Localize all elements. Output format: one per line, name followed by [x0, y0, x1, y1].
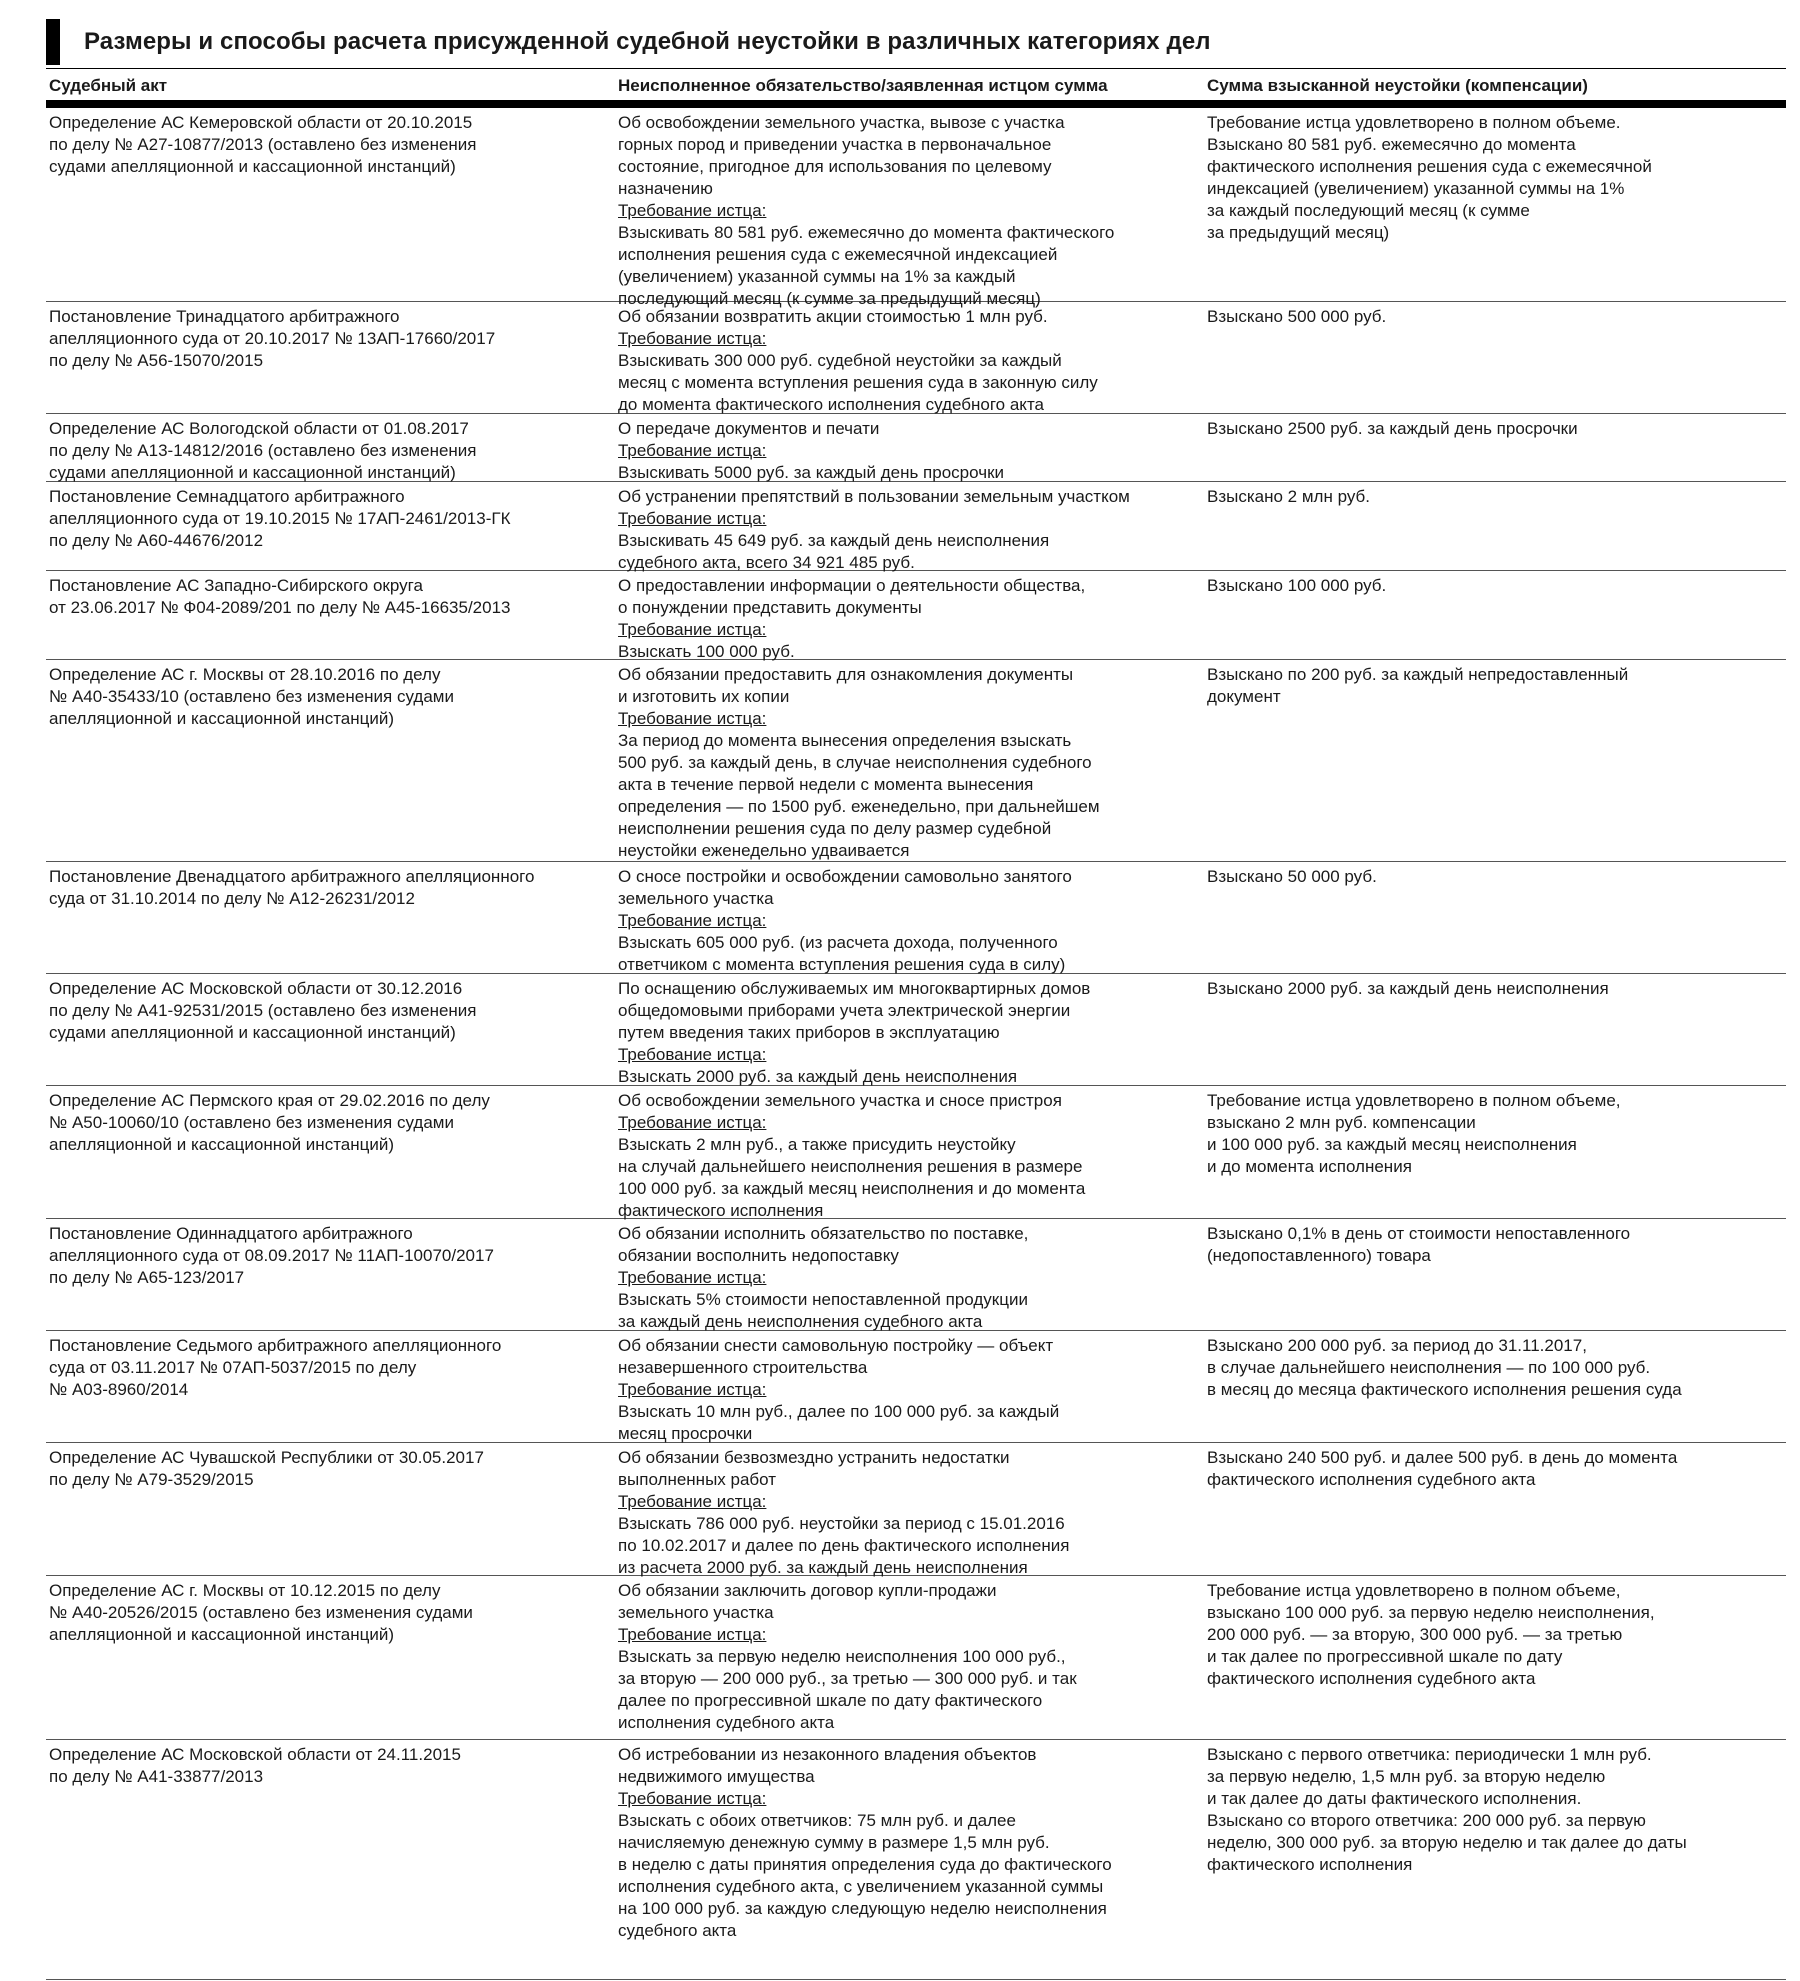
claim-line: 100 000 руб. за каждый месяц неисполнения и до момента — [618, 1179, 1086, 1198]
court-act-line: Постановление Тринадцатого арбитражного — [49, 307, 400, 326]
obligation-line: Об истребовании из незаконного владения объектов — [618, 1745, 1037, 1764]
claim-line: неустойки еженедельно удваивается — [618, 841, 910, 860]
court-act-line: по делу № А65-123/2017 — [49, 1268, 245, 1287]
result-line: Взыскано 2 млн руб. — [1207, 487, 1370, 506]
result-line: и так далее до даты фактического исполнения. — [1207, 1789, 1582, 1808]
claim-line: до момента фактического исполнения судебного акта — [618, 395, 1044, 414]
claim-line: в неделю с даты принятия определения суда до фактического — [618, 1855, 1112, 1874]
claim-line: Взыскать 605 000 руб. (из расчета дохода, полученного — [618, 933, 1058, 952]
claim-line: Взыскать 10 млн руб., далее по 100 000 руб. за каждый — [618, 1402, 1060, 1421]
cell-result — [1204, 482, 1786, 570]
result-line: Взыскано 2500 руб. за каждый день просрочки — [1207, 419, 1578, 438]
obligation-line: Об обязании предоставить для ознакомления документы — [618, 665, 1074, 684]
cell-court-act — [46, 660, 615, 861]
result-line: фактического исполнения — [1207, 1855, 1413, 1874]
cell-result — [1204, 571, 1786, 659]
obligation-line: О сносе постройки и освобождении самовольно занятого — [618, 867, 1072, 886]
obligation-line: Об обязании заключить договор купли-продажи — [618, 1581, 997, 1600]
claim-line: месяц просрочки — [618, 1424, 753, 1443]
table-body — [46, 108, 1786, 1980]
claim-line: определения — по 1500 руб. еженедельно, при дальнейшем — [618, 797, 1100, 816]
court-act-line: по делу № А79-3529/2015 — [49, 1470, 254, 1489]
court-act-line: № А50-10060/10 (оставлено без изменения судами — [49, 1113, 454, 1132]
claim-label: Требование истца: — [618, 911, 767, 930]
obligation-line: недвижимого имущества — [618, 1767, 815, 1786]
result-line: Взыскано 500 000 руб. — [1207, 307, 1387, 326]
cell-result — [1204, 302, 1786, 413]
claim-line: Взыскивать 45 649 руб. за каждый день неисполнения — [618, 531, 1050, 550]
title-bar — [46, 19, 1786, 69]
court-act-line: № А40-35433/10 (оставлено без изменения судами — [49, 687, 454, 706]
court-act-line: № А40-20526/2015 (оставлено без изменения судами — [49, 1603, 473, 1622]
cell-court-act — [46, 862, 615, 973]
result-line: Взыскано 240 500 руб. и далее 500 руб. в день до момента — [1207, 1448, 1678, 1467]
court-act-line: Постановление Седьмого арбитражного апелляционного — [49, 1336, 502, 1355]
cell-court-act — [46, 1331, 615, 1442]
cell-court-act — [46, 571, 615, 659]
claim-line: Взыскать с обоих ответчиков: 75 млн руб. и далее — [618, 1811, 1016, 1830]
obligation-line: земельного участка — [618, 889, 774, 908]
cell-obligation — [615, 302, 1204, 413]
cell-obligation — [615, 1086, 1204, 1218]
court-act-line: Определение АС Чувашской Республики от 30.05.2017 — [49, 1448, 484, 1467]
cell-result — [1204, 1086, 1786, 1218]
obligation-line: и изготовить их копии — [618, 687, 790, 706]
obligation-line: О передаче документов и печати — [618, 419, 880, 438]
result-line: Взыскано с первого ответчика: периодически 1 млн руб. — [1207, 1745, 1652, 1764]
claim-line: Взыскивать 300 000 руб. судебной неустойки за каждый — [618, 351, 1062, 370]
claim-label: Требование истца: — [618, 1045, 767, 1064]
obligation-line: Об обязании снести самовольную постройку — объект — [618, 1336, 1054, 1355]
result-line: Взыскано 50 000 руб. — [1207, 867, 1377, 886]
cell-court-act — [46, 414, 615, 481]
cell-obligation — [615, 974, 1204, 1085]
result-line: Требование истца удовлетворено в полном объеме. — [1207, 113, 1621, 132]
result-line: Взыскано 0,1% в день от стоимости непоставленного — [1207, 1224, 1631, 1243]
obligation-line: обязании восполнить недопоставку — [618, 1246, 899, 1265]
obligation-line: Об освобождении земельного участка и сносе пристроя — [618, 1091, 1062, 1110]
result-line: 200 000 руб. — за вторую, 300 000 руб. — за третью — [1207, 1625, 1623, 1644]
claim-label: Требование истца: — [618, 1789, 767, 1808]
cell-court-act — [46, 108, 615, 301]
cell-court-act — [46, 1219, 615, 1330]
result-line: и 100 000 руб. за каждый месяц неисполнения — [1207, 1135, 1577, 1154]
cell-obligation — [615, 660, 1204, 861]
claim-label: Требование истца: — [618, 620, 767, 639]
claim-line: судебного акта, всего 34 921 485 руб. — [618, 553, 915, 572]
obligation-line: Об устранении препятствий в пользовании земельным участком — [618, 487, 1130, 506]
court-act-line: Определение АС Вологодской области от 01.08.2017 — [49, 419, 469, 438]
result-line: Взыскано 200 000 руб. за период до 31.11.2017, — [1207, 1336, 1587, 1355]
claim-line: исполнения решения суда с ежемесячной индексацией — [618, 245, 1058, 264]
claim-line: Взыскивать 5000 руб. за каждый день просрочки — [618, 463, 1005, 482]
obligation-line: общедомовыми приборами учета электрической энергии — [618, 1001, 1071, 1020]
court-act-line: Постановление АС Западно-Сибирского округа — [49, 576, 423, 595]
claim-line: акта в течение первой недели с момента вынесения — [618, 775, 1034, 794]
claim-label: Требование истца: — [618, 1113, 767, 1132]
obligation-line: назначению — [618, 179, 713, 198]
obligation-line: о понуждении представить документы — [618, 598, 922, 617]
claim-line: За период до момента вынесения определения взыскать — [618, 731, 1072, 750]
cell-court-act — [46, 1443, 615, 1575]
table-row — [46, 482, 1786, 571]
result-line: Взыскано 2000 руб. за каждый день неисполнения — [1207, 979, 1609, 998]
result-line: и до момента исполнения — [1207, 1157, 1412, 1176]
cell-court-act — [46, 482, 615, 570]
cell-result — [1204, 1219, 1786, 1330]
court-act-line: по делу № А13-14812/2016 (оставлено без изменения — [49, 441, 477, 460]
cell-result — [1204, 974, 1786, 1085]
cell-obligation — [615, 414, 1204, 481]
court-act-line: Определение АС Московской области от 30.12.2016 — [49, 979, 463, 998]
result-line: за первую неделю, 1,5 млн руб. за вторую неделю — [1207, 1767, 1606, 1786]
court-act-line: суда от 31.10.2014 по делу № А12-26231/2012 — [49, 889, 415, 908]
result-line: Взыскано со второго ответчика: 200 000 руб. за первую — [1207, 1811, 1646, 1830]
court-act-line: Определение АС г. Москвы от 10.12.2015 по делу — [49, 1581, 441, 1600]
table-row — [46, 1443, 1786, 1576]
result-line: индексацией (увеличением) указанной суммы на 1% — [1207, 179, 1625, 198]
table-row — [46, 660, 1786, 862]
claim-line: последующий месяц (к сумме за предыдущий месяц) — [618, 289, 1041, 308]
court-act-line: Определение АС Пермского края от 29.02.2016 по делу — [49, 1091, 490, 1110]
claim-line: судебного акта — [618, 1921, 737, 1940]
cell-obligation — [615, 1443, 1204, 1575]
table-row — [46, 1576, 1786, 1740]
court-act-line: от 23.06.2017 № Ф04-2089/201 по делу № А45-16635/2013 — [49, 598, 511, 617]
claim-line: на случай дальнейшего неисполнения решения в размере — [618, 1157, 1083, 1176]
cell-obligation — [615, 1219, 1204, 1330]
claim-line: Взыскать 786 000 руб. неустойки за период с 15.01.2016 — [618, 1514, 1065, 1533]
claim-line: на 100 000 руб. за каждую следующую неделю неисполнения — [618, 1899, 1107, 1918]
table-row — [46, 571, 1786, 660]
obligation-line: По оснащению обслуживаемых им многоквартирных домов — [618, 979, 1091, 998]
obligation-line: выполненных работ — [618, 1470, 777, 1489]
cell-result — [1204, 108, 1786, 301]
claim-label: Требование истца: — [618, 441, 767, 460]
court-act-line: судами апелляционной и кассационной инстанций) — [49, 157, 456, 176]
court-act-line: апелляционного суда от 08.09.2017 № 11АП-10070/2017 — [49, 1246, 494, 1265]
court-act-line: Определение АС Московской области от 24.11.2015 — [49, 1745, 461, 1764]
court-act-line: по делу № А41-92531/2015 (оставлено без изменения — [49, 1001, 477, 1020]
cell-result — [1204, 414, 1786, 481]
claim-line: исполнения судебного акта — [618, 1713, 835, 1732]
obligation-line: Об обязании возвратить акции стоимостью 1 млн руб. — [618, 307, 1048, 326]
result-line: документ — [1207, 687, 1281, 706]
cell-result — [1204, 1331, 1786, 1442]
court-act-line: судами апелляционной и кассационной инстанций) — [49, 463, 456, 482]
court-act-line: апелляционной и кассационной инстанций) — [49, 709, 395, 728]
cell-result — [1204, 1576, 1786, 1739]
claim-line: (увеличением) указанной суммы на 1% за каждый — [618, 267, 1016, 286]
claim-line: Взыскать за первую неделю неисполнения 100 000 руб., — [618, 1647, 1066, 1666]
cell-obligation — [615, 1740, 1204, 1979]
court-act-line: апелляционного суда от 20.10.2017 № 13АП-17660/2017 — [49, 329, 496, 348]
cell-obligation — [615, 108, 1204, 308]
table-row — [46, 1086, 1786, 1219]
result-line: Взыскано 100 000 руб. — [1207, 576, 1387, 595]
claim-line: Взыскать 5% стоимости непоставленной продукции — [618, 1290, 1028, 1309]
claim-label: Требование истца: — [618, 509, 767, 528]
court-act-line: апелляционной и кассационной инстанций) — [49, 1625, 395, 1644]
claim-label: Требование истца: — [618, 1492, 767, 1511]
result-line: за каждый последующий месяц (к сумме — [1207, 201, 1530, 220]
cell-result — [1204, 1443, 1786, 1575]
title-rule — [46, 68, 1786, 69]
cell-obligation — [615, 482, 1204, 570]
claim-line: Взыскать 2 млн руб., а также присудить неустойку — [618, 1135, 1016, 1154]
result-line: Взыскано 80 581 руб. ежемесячно до момента — [1207, 135, 1576, 154]
table-row — [46, 1219, 1786, 1331]
result-line: (недопоставленного) товара — [1207, 1246, 1431, 1265]
claim-line: за каждый день неисполнения судебного акта — [618, 1312, 983, 1331]
result-line: фактического исполнения судебного акта — [1207, 1470, 1536, 1489]
cell-court-act — [46, 1086, 615, 1218]
court-act-line: апелляционного суда от 19.10.2015 № 17АП-2461/2013-ГК — [49, 509, 511, 528]
cell-obligation — [615, 571, 1204, 659]
obligation-line: состояние, пригодное для использования по целевому — [618, 157, 1052, 176]
cell-court-act — [46, 1576, 615, 1739]
claim-line: неисполнении решения суда по делу размер судебной — [618, 819, 1052, 838]
claim-line: фактического исполнения — [618, 1201, 824, 1220]
claim-line: исполнения судебного акта, с увеличением указанной суммы — [618, 1877, 1104, 1896]
table-row — [46, 862, 1786, 974]
result-line: фактического исполнения судебного акта — [1207, 1669, 1536, 1688]
header-result: Сумма взысканной неустойки (компенсации) — [1207, 76, 1588, 95]
court-act-line: Постановление Одиннадцатого арбитражного — [49, 1224, 413, 1243]
cell-result — [1204, 660, 1786, 861]
obligation-line: земельного участка — [618, 1603, 774, 1622]
claim-label: Требование истца: — [618, 1268, 767, 1287]
obligation-line: путем введения таких приборов в эксплуатацию — [618, 1023, 1000, 1042]
obligation-line: Об обязании безвозмездно устранить недостатки — [618, 1448, 1010, 1467]
claim-label: Требование истца: — [618, 709, 767, 728]
table-row — [46, 974, 1786, 1086]
result-line: в случае дальнейшего неисполнения — по 100 000 руб. — [1207, 1358, 1651, 1377]
obligation-line: Об обязании исполнить обязательство по поставке, — [618, 1224, 1029, 1243]
cell-obligation — [615, 1331, 1204, 1442]
cell-court-act — [46, 1740, 615, 1979]
claim-line: Взыскать 100 000 руб. — [618, 642, 795, 661]
court-act-line: Определение АС г. Москвы от 28.10.2016 по делу — [49, 665, 441, 684]
claim-label: Требование истца: — [618, 329, 767, 348]
result-line: взыскано 100 000 руб. за первую неделю неисполнения, — [1207, 1603, 1655, 1622]
result-line: фактического исполнения решения суда с ежемесячной — [1207, 157, 1652, 176]
result-line: в месяц до месяца фактического исполнения решения суда — [1207, 1380, 1682, 1399]
court-act-line: по делу № А41-33877/2013 — [49, 1767, 264, 1786]
claim-line: месяц с момента вступления решения суда в законную силу — [618, 373, 1098, 392]
court-act-line: по делу № А27-10877/2013 (оставлено без изменения — [49, 135, 477, 154]
claim-label: Требование истца: — [618, 1380, 767, 1399]
cell-court-act — [46, 302, 615, 413]
result-line: неделю, 300 000 руб. за вторую неделю и так далее до даты — [1207, 1833, 1687, 1852]
claim-line: ответчиком с момента вступления решения суда в силу) — [618, 955, 1066, 974]
result-line: взыскано 2 млн руб. компенсации — [1207, 1113, 1476, 1132]
header-obligation: Неисполненное обязательство/заявленная истцом сумма — [618, 76, 1108, 95]
result-line: Требование истца удовлетворено в полном объеме, — [1207, 1091, 1621, 1110]
claim-line: Взыскивать 80 581 руб. ежемесячно до момента фактического — [618, 223, 1115, 242]
table-row — [46, 1331, 1786, 1443]
claim-line: за вторую — 200 000 руб., за третью — 300 000 руб. и так — [618, 1669, 1077, 1688]
cell-obligation — [615, 862, 1204, 973]
court-act-line: суда от 03.11.2017 № 07АП-5037/2015 по делу — [49, 1358, 417, 1377]
court-act-line: по делу № А60-44676/2012 — [49, 531, 264, 550]
claim-line: из расчета 2000 руб. за каждый день неисполнения — [618, 1558, 1028, 1577]
table-header — [46, 72, 1786, 108]
table-row — [46, 302, 1786, 414]
result-line: и так далее по прогрессивной шкале по дату — [1207, 1647, 1563, 1666]
obligation-line: незавершенного строительства — [618, 1358, 868, 1377]
penalty-table — [46, 72, 1786, 1980]
obligation-line: О предоставлении информации о деятельности общества, — [618, 576, 1086, 595]
obligation-line: горных пород и приведении участка в первоначальное — [618, 135, 1052, 154]
title-marker — [46, 19, 60, 65]
cell-result — [1204, 1740, 1786, 1979]
cell-result — [1204, 862, 1786, 973]
claim-label: Требование истца: — [618, 201, 767, 220]
result-line: за предыдущий месяц) — [1207, 223, 1390, 242]
table-title: Размеры и способы расчета присужденной судебной неустойки в различных категориях дел — [84, 28, 1211, 55]
claim-line: начисляемую денежную сумму в размере 1,5 млн руб. — [618, 1833, 1050, 1852]
court-act-line: Постановление Двенадцатого арбитражного апелляционного — [49, 867, 535, 886]
court-act-line: Постановление Семнадцатого арбитражного — [49, 487, 405, 506]
claim-line: далее по прогрессивной шкале по дату фактического — [618, 1691, 1043, 1710]
table-row — [46, 108, 1786, 308]
cell-court-act — [46, 974, 615, 1085]
court-act-line: Определение АС Кемеровской области от 20.10.2015 — [49, 113, 473, 132]
obligation-line: Об освобождении земельного участка, вывозе с участка — [618, 113, 1065, 132]
claim-label: Требование истца: — [618, 1625, 767, 1644]
claim-line: Взыскать 2000 руб. за каждый день неисполнения — [618, 1067, 1018, 1086]
result-line: Взыскано по 200 руб. за каждый непредоставленный — [1207, 665, 1629, 684]
court-act-line: судами апелляционной и кассационной инстанций) — [49, 1023, 456, 1042]
claim-line: по 10.02.2017 и далее по день фактического исполнения — [618, 1536, 1070, 1555]
table-row — [46, 414, 1786, 482]
header-act: Судебный акт — [49, 76, 168, 95]
court-act-line: апелляционной и кассационной инстанций) — [49, 1135, 395, 1154]
cell-obligation — [615, 1576, 1204, 1739]
court-act-line: № А03-8960/2014 — [49, 1380, 189, 1399]
court-act-line: по делу № А56-15070/2015 — [49, 351, 264, 370]
claim-line: 500 руб. за каждый день, в случае неисполнения судебного — [618, 753, 1092, 772]
table-row — [46, 1740, 1786, 1980]
result-line: Требование истца удовлетворено в полном объеме, — [1207, 1581, 1621, 1600]
